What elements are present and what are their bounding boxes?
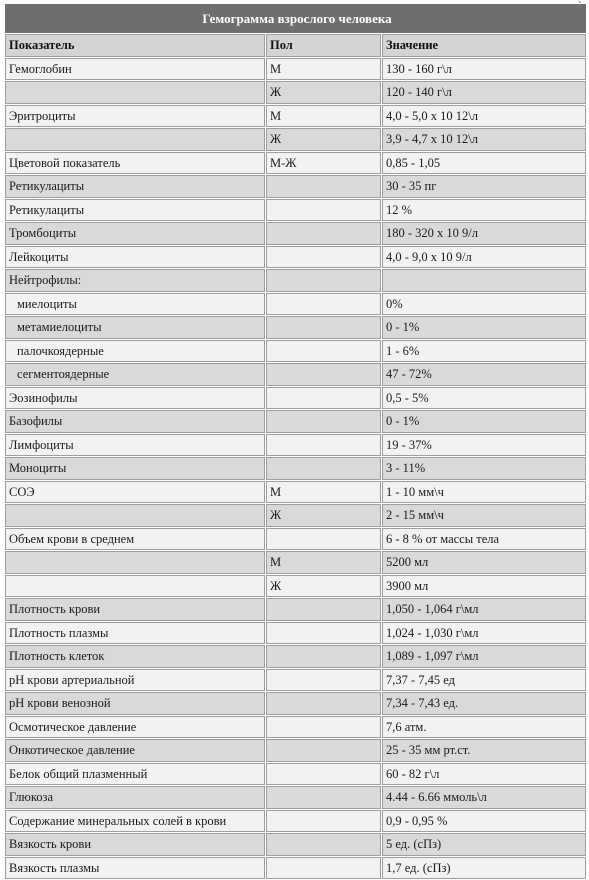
table-row [5, 481, 586, 504]
table-row [5, 246, 586, 269]
cell-sex [266, 598, 381, 621]
cell-indicator: Ретикулациты [5, 199, 265, 222]
cell-value: 0 - 1% [382, 410, 586, 433]
cell-value: 5 ед. (сПз) [382, 833, 586, 856]
cell-value: 1 - 10 мм\ч [382, 481, 586, 504]
table-row [5, 387, 586, 410]
cell-indicator: Моноциты [5, 457, 265, 480]
cell-sex: Ж [266, 81, 381, 104]
cell-sex [266, 716, 381, 739]
table-row [5, 810, 586, 833]
cell-indicator: Цветовой показатель [5, 152, 265, 175]
cell-sex [266, 692, 381, 715]
cell-sex [266, 810, 381, 833]
cell-indicator [5, 81, 265, 104]
cell-value: 0% [382, 293, 586, 316]
cell-indicator [5, 551, 265, 574]
cell-value: 180 - 320 х 10 9/л [382, 222, 586, 245]
table-header-row [5, 34, 586, 57]
cell-sex [266, 622, 381, 645]
cell-sex [266, 387, 381, 410]
cell-indicator: Объем крови в среднем [5, 528, 265, 551]
table-row [5, 434, 586, 457]
table-row [5, 504, 586, 527]
cell-sex [266, 434, 381, 457]
cell-indicator: миелоциты [5, 293, 265, 316]
table-row [5, 81, 586, 104]
table-row [5, 316, 586, 339]
cell-value: 3,9 - 4,7 х 10 12\л [382, 128, 586, 151]
cell-value [382, 269, 586, 292]
table-row [5, 739, 586, 762]
table-row [5, 222, 586, 245]
column-header-sex: Пол [266, 34, 381, 57]
cell-indicator: Нейтрофилы: [5, 269, 265, 292]
cell-sex [266, 269, 381, 292]
cell-value: 7,37 - 7,45 ед [382, 669, 586, 692]
cell-value: 19 - 37% [382, 434, 586, 457]
cell-indicator: сегментоядерные [5, 363, 265, 386]
cell-indicator: pH крови венозной [5, 692, 265, 715]
cell-sex [266, 457, 381, 480]
cell-value: 0,5 - 5% [382, 387, 586, 410]
column-header-value: Значение [382, 34, 586, 57]
hemogram-table [4, 3, 587, 880]
cell-sex: Ж [266, 504, 381, 527]
table-row [5, 528, 586, 551]
cell-sex: М [266, 105, 381, 128]
cell-value: 4,0 - 9,0 х 10 9/л [382, 246, 586, 269]
table-row [5, 833, 586, 856]
cell-indicator: Осмотическое давление [5, 716, 265, 739]
cell-value: 4,0 - 5,0 х 10 12\л [382, 105, 586, 128]
column-header-indicator: Показатель [5, 34, 265, 57]
cell-sex [266, 669, 381, 692]
cell-value: 7,6 атм. [382, 716, 586, 739]
cell-indicator: Глюкоза [5, 786, 265, 809]
cell-sex: М [266, 58, 381, 81]
cell-indicator [5, 128, 265, 151]
cell-sex [266, 763, 381, 786]
table-title: Гемограмма взрослого человека [5, 4, 586, 33]
cell-indicator: палочкоядерные [5, 340, 265, 363]
table-row [5, 645, 586, 668]
cell-sex [266, 199, 381, 222]
cell-value: 0,9 - 0,95 % [382, 810, 586, 833]
cell-value: 3 - 11% [382, 457, 586, 480]
cell-value: 47 - 72% [382, 363, 586, 386]
cell-indicator: Белок общий плазменный [5, 763, 265, 786]
cell-indicator: Вязкость плазмы [5, 857, 265, 880]
table-row [5, 457, 586, 480]
cell-value: 130 - 160 г\л [382, 58, 586, 81]
cell-sex [266, 316, 381, 339]
cell-value: 1,089 - 1,097 г\мл [382, 645, 586, 668]
cell-value: 0,85 - 1,05 [382, 152, 586, 175]
table-row [5, 340, 586, 363]
table-row [5, 551, 586, 574]
cell-sex: Ж [266, 128, 381, 151]
table-row [5, 575, 586, 598]
cell-sex [266, 857, 381, 880]
cell-indicator: Вязкость крови [5, 833, 265, 856]
cell-indicator: Лейкоциты [5, 246, 265, 269]
cell-sex [266, 645, 381, 668]
cell-sex [266, 340, 381, 363]
cell-value: 1,050 - 1,064 г\мл [382, 598, 586, 621]
cell-indicator: pH крови артериальной [5, 669, 265, 692]
cell-indicator: Лимфоциты [5, 434, 265, 457]
table-row [5, 669, 586, 692]
cell-indicator: СОЭ [5, 481, 265, 504]
table-row [5, 857, 586, 880]
cell-sex [266, 528, 381, 551]
table-row [5, 363, 586, 386]
table-row [5, 128, 586, 151]
cell-indicator: метамиелоциты [5, 316, 265, 339]
table-row [5, 716, 586, 739]
table-row [5, 598, 586, 621]
cell-value: 120 - 140 г\л [382, 81, 586, 104]
cell-indicator: Тромбоциты [5, 222, 265, 245]
cell-value: 1,7 ед. (сПз) [382, 857, 586, 880]
table-body [5, 58, 586, 880]
cell-indicator: Содержание минеральных солей в крови [5, 810, 265, 833]
cell-indicator: Плотность крови [5, 598, 265, 621]
cell-indicator: Гемоглобин [5, 58, 265, 81]
cell-value: 25 - 35 мм рт.ст. [382, 739, 586, 762]
cell-sex [266, 410, 381, 433]
cell-indicator: Плотность клеток [5, 645, 265, 668]
cell-value: 0 - 1% [382, 316, 586, 339]
cell-sex: М [266, 551, 381, 574]
cell-sex [266, 246, 381, 269]
table-row [5, 105, 586, 128]
cell-value: 1,024 - 1,030 г\мл [382, 622, 586, 645]
cell-value: 1 - 6% [382, 340, 586, 363]
cell-sex [266, 363, 381, 386]
cell-sex [266, 175, 381, 198]
cell-sex [266, 222, 381, 245]
cell-sex [266, 833, 381, 856]
cell-sex [266, 293, 381, 316]
cell-sex [266, 786, 381, 809]
cell-value: 12 % [382, 199, 586, 222]
table-row [5, 175, 586, 198]
table-row [5, 692, 586, 715]
cell-value: 60 - 82 г\л [382, 763, 586, 786]
table-row [5, 786, 586, 809]
cell-indicator: Онкотическое давление [5, 739, 265, 762]
cell-value: 5200 мл [382, 551, 586, 574]
cell-indicator: Эозинофилы [5, 387, 265, 410]
cell-indicator [5, 575, 265, 598]
cell-value: 6 - 8 % от массы тела [382, 528, 586, 551]
cell-indicator: Базофилы [5, 410, 265, 433]
cell-indicator: Эритроциты [5, 105, 265, 128]
cell-indicator: Плотность плазмы [5, 622, 265, 645]
table-row [5, 763, 586, 786]
table-row [5, 410, 586, 433]
table-row [5, 152, 586, 175]
cell-indicator: Ретикулациты [5, 175, 265, 198]
cell-value: 7,34 - 7,43 ед. [382, 692, 586, 715]
table-row [5, 199, 586, 222]
table-row [5, 622, 586, 645]
table-row [5, 269, 586, 292]
cell-sex: М-Ж [266, 152, 381, 175]
cell-sex [266, 739, 381, 762]
cell-value: 30 - 35 пг [382, 175, 586, 198]
table-row [5, 58, 586, 81]
cell-sex: М [266, 481, 381, 504]
table-row [5, 293, 586, 316]
cell-indicator [5, 504, 265, 527]
cell-value: 2 - 15 мм\ч [382, 504, 586, 527]
cell-value: 4.44 - 6.66 ммоль\л [382, 786, 586, 809]
table-title-row [5, 4, 586, 33]
cell-value: 3900 мл [382, 575, 586, 598]
cell-sex: Ж [266, 575, 381, 598]
